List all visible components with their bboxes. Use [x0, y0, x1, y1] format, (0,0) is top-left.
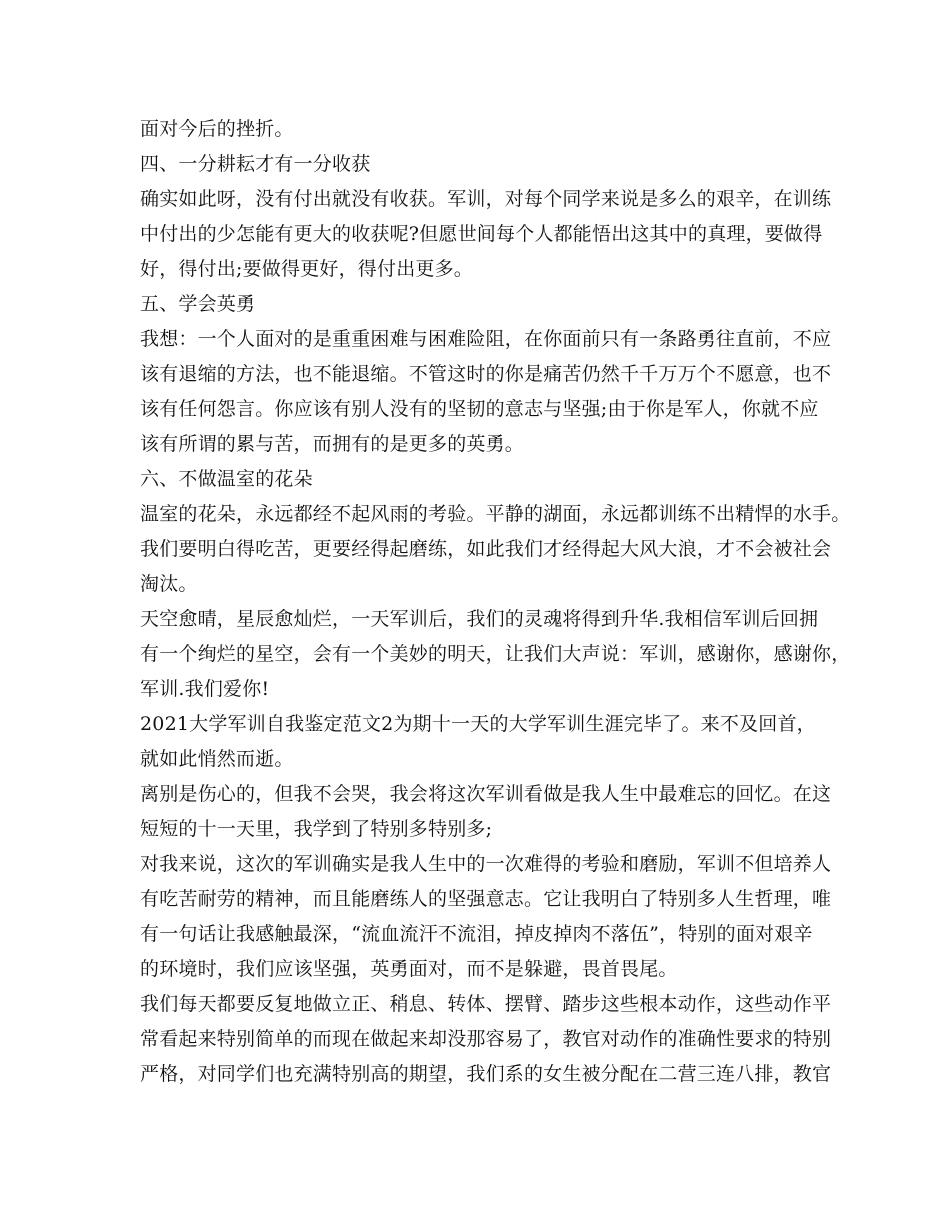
section-heading: 四、一分耕耘才有一分收获 — [140, 153, 371, 175]
text-line: 常看起来特别简单的而现在做起来却没那容易了，教官对动作的准确性要求的特别 — [140, 1028, 832, 1050]
text-line: 中付出的少怎能有更大的收获呢?但愿世间每个人都能悟出这其中的真理，要做得 — [140, 223, 823, 245]
text-line: 温室的花朵，永远都经不起风雨的考验。平静的湖面，永远都训练不出精悍的水手。 — [140, 503, 851, 525]
text-line: 军训.我们爱你! — [140, 678, 270, 700]
text-line: 面对今后的挫折。 — [140, 118, 294, 140]
text-line: 该有所谓的累与苦，而拥有的是更多的英勇。 — [140, 433, 525, 455]
text-line: 2021大学军训自我鉴定范文2为期十一天的大学军训生涯完毕了。来不及回首， — [140, 713, 816, 735]
text-line: 确实如此呀，没有付出就没有收获。军训，对每个同学来说是多么的艰辛，在训练 — [140, 188, 832, 210]
text-line: 严格，对同学们也充满特别高的期望，我们系的女生被分配在二营三连八排，教官 — [140, 1063, 832, 1085]
section-heading: 五、学会英勇 — [140, 293, 256, 315]
section-heading: 六、不做温室的花朵 — [140, 468, 313, 490]
text-line: 就如此悄然而逝。 — [140, 748, 294, 770]
text-line: 对我来说，这次的军训确实是我人生中的一次难得的考验和磨励，军训不但培养人 — [140, 853, 832, 875]
text-line: 有吃苦耐劳的精神，而且能磨练人的坚强意志。它让我明白了特别多人生哲理，唯 — [140, 888, 832, 910]
text-line: 我们要明白得吃苦，更要经得起磨练，如此我们才经得起大风大浪，才不会被社会 — [140, 538, 832, 560]
text-line: 我想：一个人面对的是重重困难与困难险阻，在你面前只有一条路勇往直前，不应 — [140, 328, 832, 350]
text-line: 天空愈晴，星辰愈灿烂，一天军训后，我们的灵魂将得到升华.我相信军训后回拥 — [140, 608, 819, 630]
text-line: 该有退缩的方法，也不能退缩。不管这时的你是痛苦仍然千千万万个不愿意，也不 — [140, 363, 832, 385]
text-line: 有一个绚烂的星空，会有一个美妙的明天，让我们大声说：军训，感谢你，感谢你， — [140, 643, 851, 665]
text-line: 好，得付出;要做得更好，得付出更多。 — [140, 258, 474, 280]
text-line: 淘汰。 — [140, 573, 198, 595]
text-line: 的环境时，我们应该坚强，英勇面对，而不是躲避，畏首畏尾。 — [140, 958, 678, 980]
text-line: 我们每天都要反复地做立正、稍息、转体、摆臂、踏步这些根本动作，这些动作平 — [140, 993, 832, 1015]
text-line: 有一句话让我感触最深，“流血流汗不流泪，掉皮掉肉不落伍”，特别的面对艰辛 — [140, 923, 813, 945]
text-line: 该有任何怨言。你应该有别人没有的坚韧的意志与坚强;由于你是军人，你就不应 — [140, 398, 819, 420]
text-line: 离别是伤心的，但我不会哭，我会将这次军训看做是我人生中最难忘的回忆。在这 — [140, 783, 832, 805]
text-line: 短短的十一天里，我学到了特别多特别多; — [140, 818, 493, 840]
